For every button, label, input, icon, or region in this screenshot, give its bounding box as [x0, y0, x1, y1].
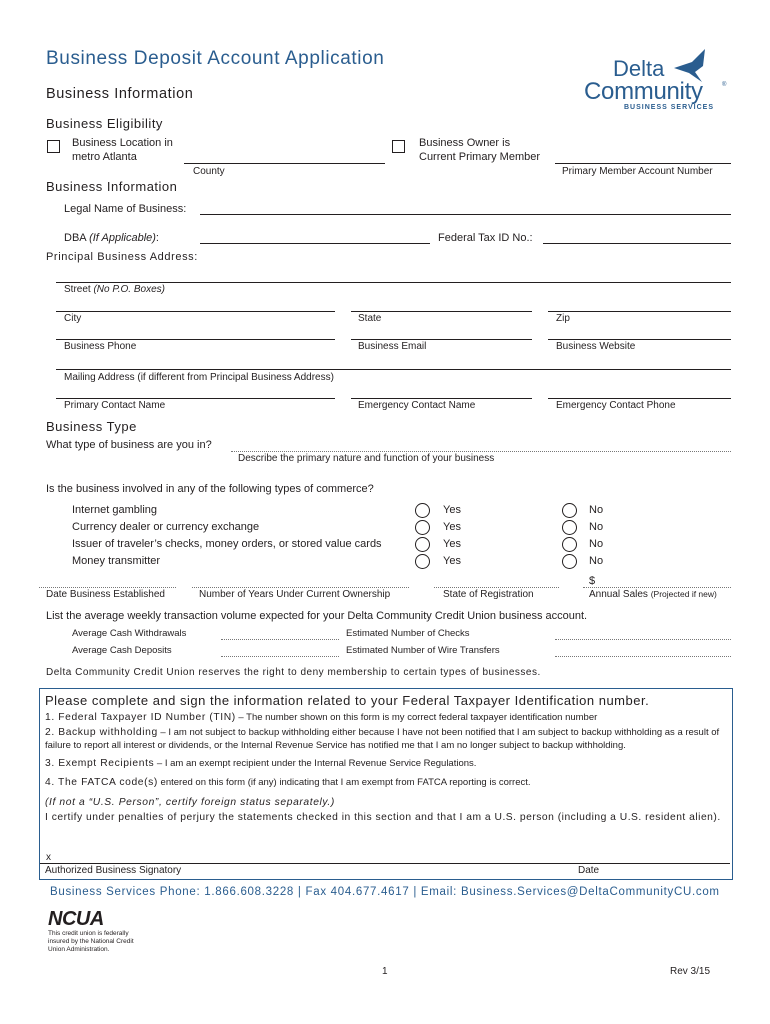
wire-transfers-label: Estimated Number of Wire Transfers — [346, 645, 500, 656]
owner-member-label-1: Business Owner is — [419, 137, 511, 149]
commerce-item-transmitter: Money transmitter — [72, 555, 161, 567]
cert-item-1-head: 1. Federal Taxpayer ID Number (TIN) — [45, 712, 236, 723]
ncua-text-3: Union Administration. — [48, 946, 110, 953]
owner-member-label-2: Current Primary Member — [419, 151, 541, 163]
business-type-field[interactable] — [231, 451, 731, 452]
dba-field[interactable] — [200, 243, 430, 244]
revision-label: Rev 3/15 — [670, 966, 711, 977]
county-field[interactable] — [184, 163, 385, 164]
currency-yes-label: Yes — [443, 521, 461, 533]
owner-member-checkbox[interactable] — [392, 140, 405, 153]
ncua-text-2: insured by the National Credit — [48, 938, 134, 945]
cert-item-2-body: – I am not subject to backup withholding either because I have not been notified that I am subject to backup withholding as a result of failure to report all interest or dividends, or the Internal Revenue Service has notified me that I am no longer subject to backup withholding. — [45, 727, 720, 751]
cert-item-2-head: 2. Backup withholding — [45, 727, 158, 738]
years-ownership-label: Number of Years Under Current Ownership — [199, 589, 391, 600]
logo-business-services: BUSINESS SERVICES — [624, 104, 715, 111]
business-website-label: Business Website — [556, 341, 636, 352]
commerce-item-currency: Currency dealer or currency exchange — [72, 521, 260, 533]
metro-atlanta-label-1: Business Location in — [72, 137, 173, 149]
street-label — [64, 284, 165, 295]
emergency-name-field[interactable] — [351, 398, 532, 399]
signatory-label: Authorized Business Signatory — [45, 865, 182, 876]
checks-count-field[interactable] — [555, 639, 731, 640]
certification-title: Please complete and sign the information related to your Federal Taxpayer Identification number. — [45, 693, 650, 708]
street-italic: (No P.O. Boxes) — [93, 284, 165, 295]
mailing-address-field[interactable] — [56, 369, 731, 370]
cash-deposits-field[interactable] — [221, 656, 339, 657]
page-title: Business Deposit Account Application — [46, 48, 385, 69]
currency-no-label: No — [589, 521, 604, 533]
business-type-describe: Describe the primary nature and function of your business — [238, 453, 495, 464]
state-registration-label: State of Registration — [443, 589, 534, 600]
reserve-notice: Delta Community Credit Union reserves the right to deny membership to certain types of businesses. — [46, 667, 541, 678]
business-email-label: Business Email — [358, 341, 427, 352]
page-number: 1 — [382, 966, 388, 977]
date-established-label: Date Business Established — [46, 589, 165, 600]
ncua-wordmark: NCUA — [48, 908, 104, 930]
commerce-item-gambling: Internet gambling — [72, 504, 157, 516]
annual-sales-label — [589, 589, 717, 600]
business-phone-label: Business Phone — [64, 341, 137, 352]
sign-date-label: Date — [578, 865, 600, 876]
page-subtitle: Business Information — [46, 86, 194, 102]
cert-item-4-head: 4. The FATCA code(s) — [45, 777, 158, 788]
emergency-phone-label: Emergency Contact Phone — [556, 400, 676, 411]
signature-line[interactable] — [40, 863, 730, 864]
dba-label — [64, 232, 159, 244]
zip-label: Zip — [556, 313, 570, 324]
ncua-logo — [48, 909, 134, 954]
volume-prompt: List the average weekly transaction volume expected for your Delta Community Credit Union business account. — [46, 610, 588, 622]
legal-name-field[interactable] — [200, 214, 731, 215]
annual-sales-note: (Projected if new) — [650, 589, 717, 599]
cert-foreign-note: (If not a “U.S. Person”, certify foreign status separately.) — [45, 797, 335, 808]
gambling-yes-label: Yes — [443, 504, 461, 516]
eligibility-heading: Business Eligibility — [46, 116, 163, 131]
zip-field[interactable] — [548, 311, 731, 312]
gambling-no-radio[interactable] — [562, 503, 577, 518]
business-type-heading: Business Type — [46, 419, 137, 434]
checks-no-radio[interactable] — [562, 537, 577, 552]
cert-item-2 — [45, 727, 727, 752]
state-registration-field[interactable] — [434, 587, 559, 588]
cert-item-4-body: entered on this form (if any) indicating that I am exempt from FATCA reporting is correct. — [157, 777, 531, 788]
wire-transfers-field[interactable] — [555, 656, 731, 657]
cash-withdrawals-label: Average Cash Withdrawals — [72, 628, 187, 639]
transmitter-no-label: No — [589, 555, 604, 567]
address-heading: Principal Business Address: — [46, 251, 198, 263]
checks-no-label: No — [589, 538, 604, 550]
city-field[interactable] — [56, 311, 335, 312]
business-website-field[interactable] — [548, 339, 731, 340]
checks-yes-radio[interactable] — [415, 537, 430, 552]
commerce-question: Is the business involved in any of the following types of commerce? — [46, 483, 374, 495]
annual-sales-main: Annual Sales — [589, 589, 651, 600]
primary-contact-label: Primary Contact Name — [64, 400, 166, 411]
footer-contact: Business Services Phone: 1.866.608.3228 | Fax 404.677.4617 | Email: Business.Services@DeltaCommunityCU.com — [50, 886, 720, 898]
account-number-field[interactable] — [555, 163, 731, 164]
cash-withdrawals-field[interactable] — [221, 639, 339, 640]
certification-box — [39, 688, 733, 880]
dba-colon: : — [155, 232, 159, 244]
legal-name-label: Legal Name of Business: — [64, 203, 187, 215]
cert-item-3-head: 3. Exempt Recipients — [45, 758, 155, 769]
account-number-label: Primary Member Account Number — [562, 166, 713, 177]
transmitter-no-radio[interactable] — [562, 554, 577, 569]
city-label: City — [64, 313, 82, 324]
delta-community-logo — [580, 46, 730, 116]
currency-no-radio[interactable] — [562, 520, 577, 535]
commerce-item-checks: Issuer of traveler’s checks, money orders, or stored value cards — [72, 538, 382, 550]
state-label: State — [358, 313, 382, 324]
checks-count-label: Estimated Number of Checks — [346, 628, 470, 639]
cert-item-1-body: – The number shown on this form is my correct federal taxpayer identification number — [235, 712, 598, 723]
cert-item-4 — [45, 775, 725, 790]
logo-community-text: Community — [584, 78, 703, 105]
transmitter-yes-radio[interactable] — [415, 554, 430, 569]
annual-sales-field[interactable] — [583, 587, 731, 588]
business-type-question: What type of business are you in? — [46, 439, 212, 451]
transmitter-yes-label: Yes — [443, 555, 461, 567]
gambling-no-label: No — [589, 504, 604, 516]
mailing-address-label: Mailing Address (if different from Principal Business Address) — [64, 372, 334, 383]
years-ownership-field[interactable] — [192, 587, 409, 588]
county-label: County — [193, 166, 225, 177]
date-established-field[interactable] — [39, 587, 176, 588]
cert-item-3 — [45, 756, 725, 771]
tax-id-label: Federal Tax ID No.: — [438, 232, 533, 244]
primary-contact-field[interactable] — [56, 398, 335, 399]
dba-main: DBA — [64, 232, 90, 244]
emergency-name-label: Emergency Contact Name — [358, 400, 476, 411]
business-phone-field[interactable] — [56, 339, 335, 340]
checks-yes-label: Yes — [443, 538, 461, 550]
street-field[interactable] — [56, 282, 731, 283]
street-main: Street — [64, 284, 94, 295]
dollar-sign: $ — [589, 575, 596, 587]
logo-delta-text: Delta — [613, 56, 665, 81]
cert-perjury: I certify under penalties of perjury the statements checked in this section and that I am a U.S. person (including a U.S. resident alien). — [45, 812, 721, 823]
metro-atlanta-checkbox[interactable] — [47, 140, 60, 153]
gambling-yes-radio[interactable] — [415, 503, 430, 518]
business-info-heading: Business Information — [46, 179, 178, 194]
metro-atlanta-label-2: metro Atlanta — [72, 151, 137, 163]
business-email-field[interactable] — [351, 339, 532, 340]
registered-mark: ® — [722, 82, 727, 88]
dba-italic: (If Applicable) — [89, 232, 156, 244]
cert-item-1 — [45, 710, 725, 725]
ncua-text-1: This credit union is federally — [48, 930, 129, 937]
state-field[interactable] — [351, 311, 532, 312]
signature-x: x — [46, 852, 51, 863]
currency-yes-radio[interactable] — [415, 520, 430, 535]
tax-id-field[interactable] — [543, 243, 731, 244]
cash-deposits-label: Average Cash Deposits — [72, 645, 172, 656]
cert-item-3-body: – I am an exempt recipient under the Internal Revenue Service Regulations. — [154, 758, 477, 769]
emergency-phone-field[interactable] — [548, 398, 731, 399]
